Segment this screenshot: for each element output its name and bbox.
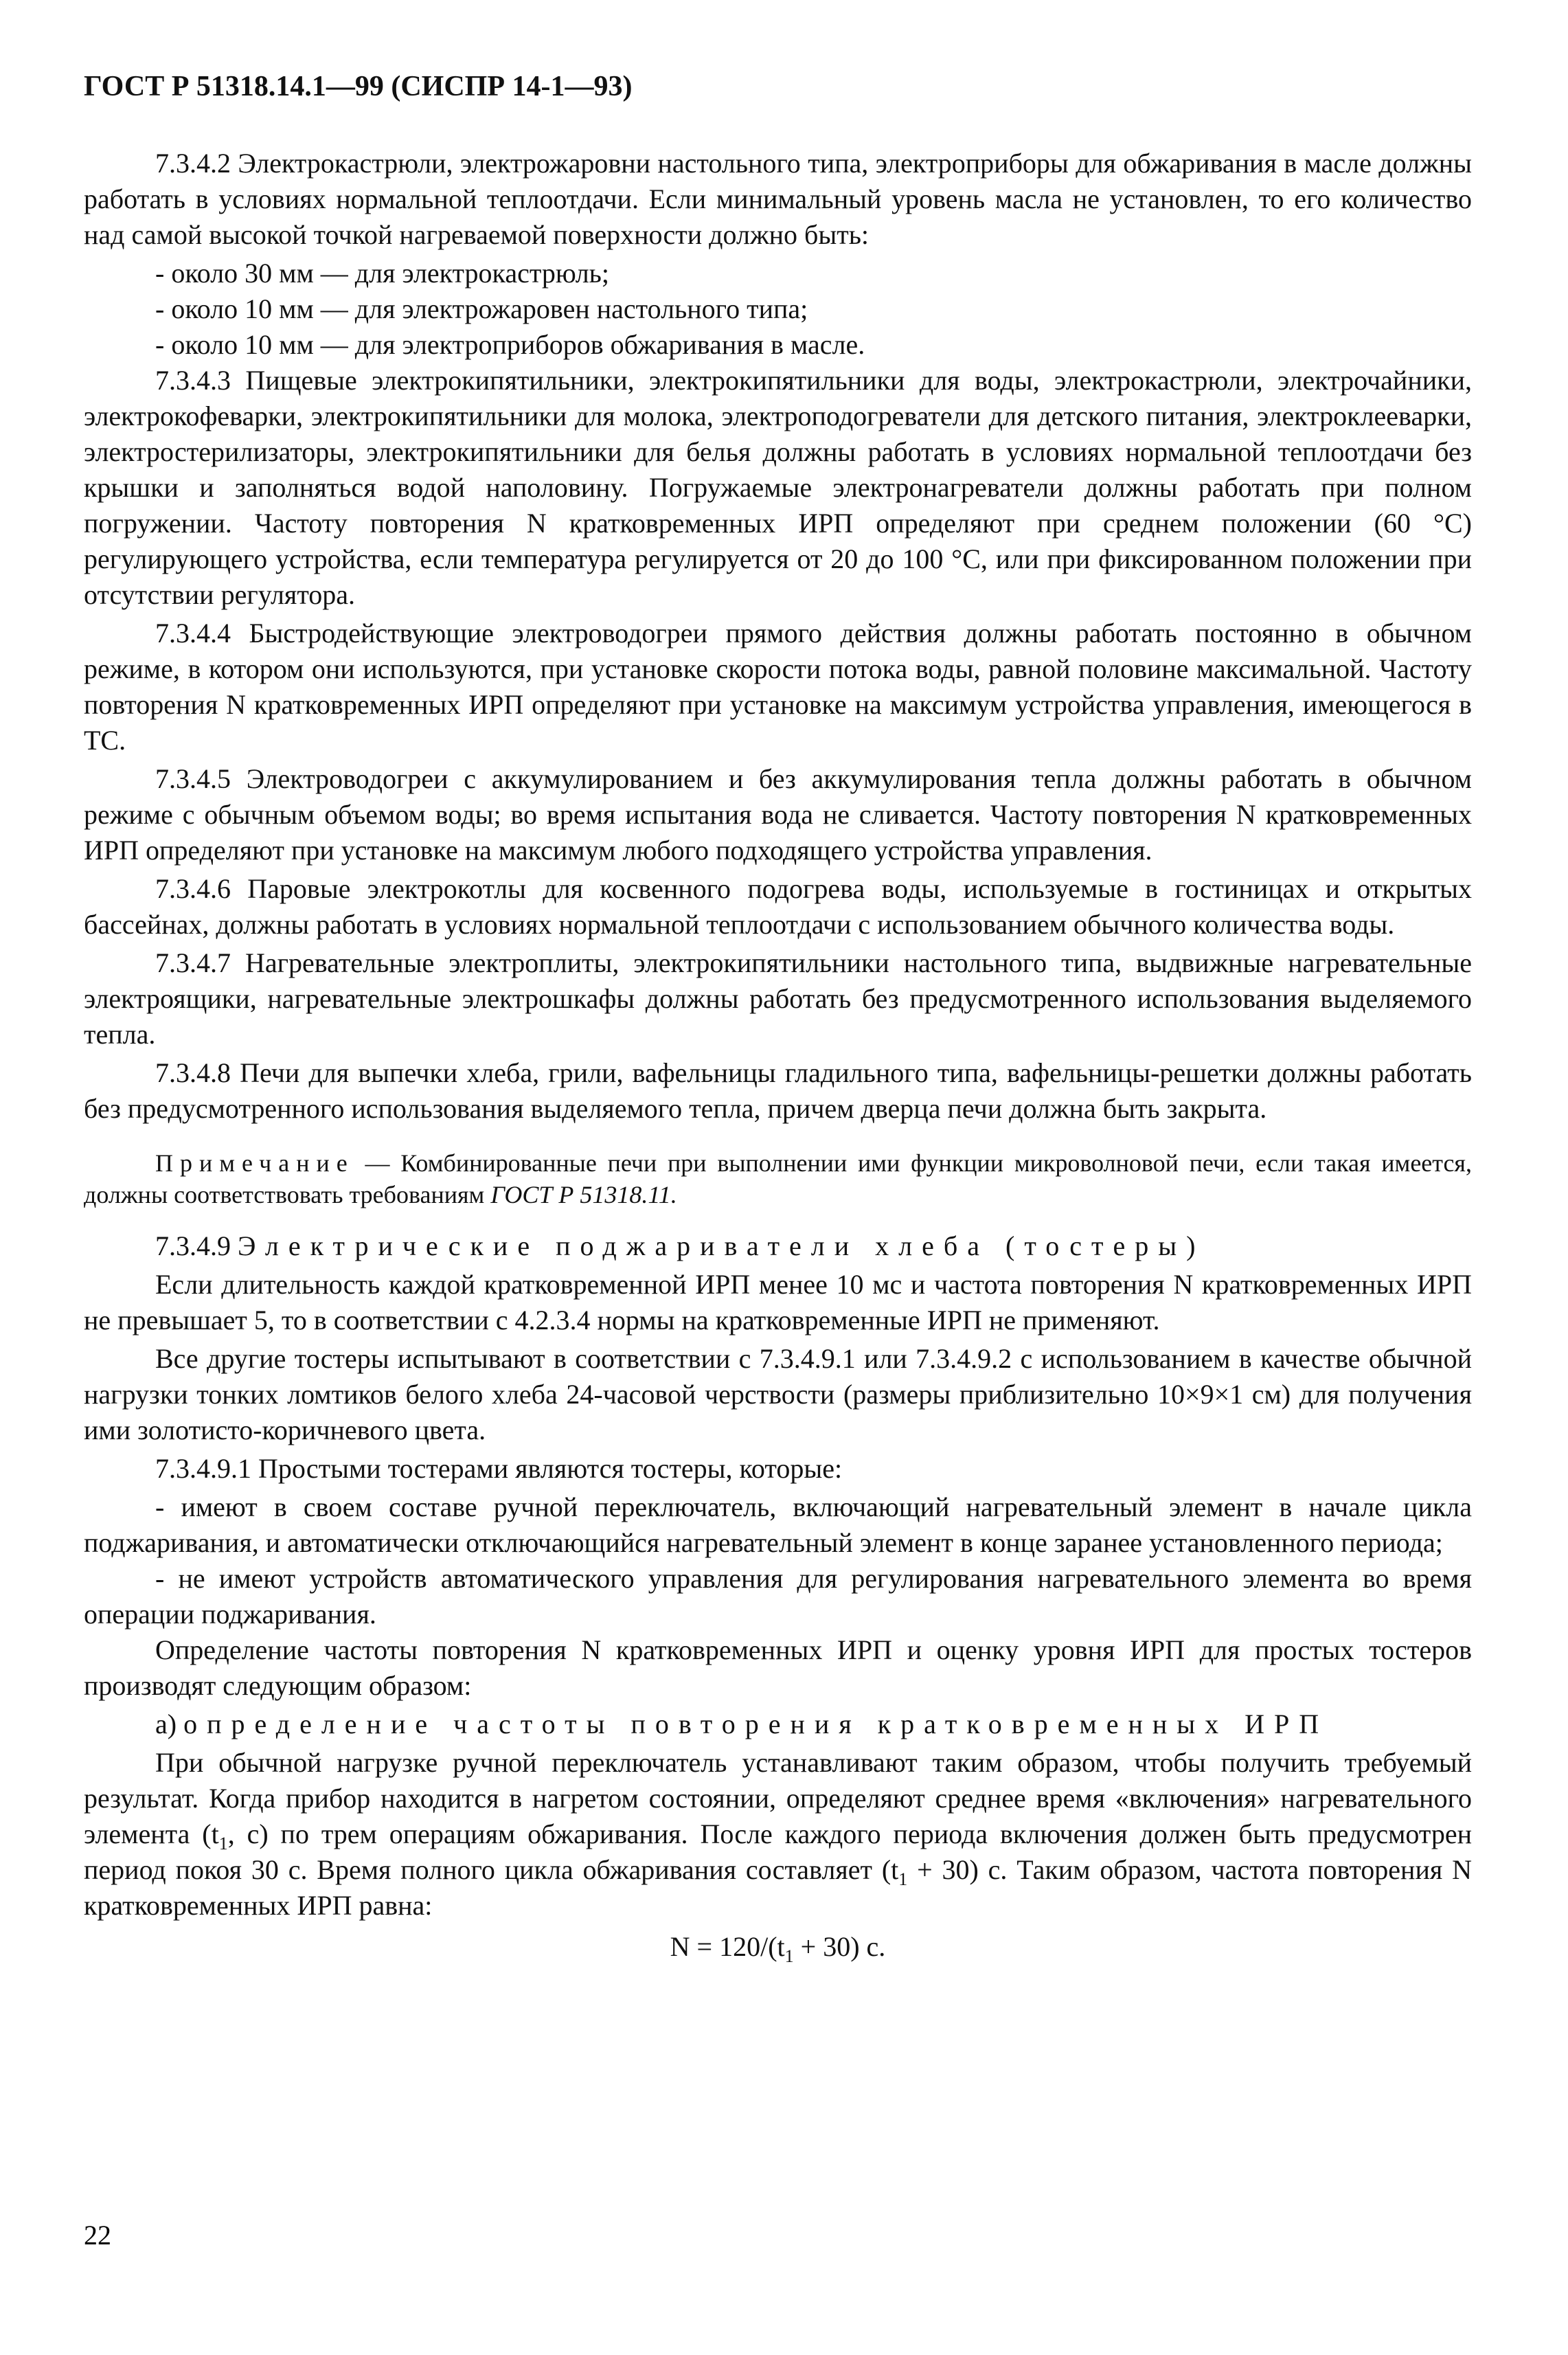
- paragraph-7-3-4-9-b: Все другие тостеры испытывают в соответствии с 7.3.4.9.1 или 7.3.4.9.2 с использованием в качестве обычной нагрузки тонких ломтиков белого хлеба 24-часовой черствости (размеры приблизительно 10×9×1 см) для получения ими золотисто-коричневого цвета.: [84, 1343, 1472, 1445]
- list-item: - около 30 мм — для электрокастрюль;: [155, 258, 610, 289]
- paragraph-definition: Определение частоты повторения N кратковременных ИРП и оценку уровня ИРП для простых тостеров производят следующим образом:: [84, 1634, 1472, 1701]
- paragraph-7-3-4-4: 7.3.4.4 Быстродействующие электроводогреи прямого действия должны работать постоянно в обычном режиме, в котором они используются, при установке скорости потока воды, равной половине максимальной. Частоту повторения N кратковременных ИРП определяют при установке на максимум устройства управления, имеющегося в ТС.: [84, 618, 1472, 756]
- text-run: , с) по трем операциям обжаривания. После каждого периода включения должен быть предусмотрен период покоя 30 с. Время полного цикла обжаривания составляет (t: [84, 1818, 1472, 1885]
- heading-prefix: а): [155, 1709, 184, 1739]
- list-item: - имеют в своем составе ручной переключатель, включающий нагревательный элемент в начале цикла поджаривания, и автоматически отключающийся нагревательный элемент в конце заранее установленного периода;: [84, 1491, 1472, 1558]
- paragraph-7-3-4-6: 7.3.4.6 Паровые электрокотлы для косвенного подогрева воды, используемые в гостиницах и открытых бассейнах, должны работать в условиях нормальной теплоотдачи с использованием обычного количества воды.: [84, 873, 1472, 940]
- paragraph-a: [84, 1745, 1472, 1924]
- note: [84, 1147, 1472, 1210]
- heading-title: определение частоты повторения кратковременных ИРП: [183, 1709, 1329, 1739]
- note-label: Примечание: [155, 1149, 354, 1177]
- subscript: 1: [784, 1946, 794, 1966]
- paragraph-7-3-4-2: 7.3.4.2 Электрокастрюли, электрожаровни настольного типа, электроприборы для обжаривания в масле должны работать в условиях нормальной теплоотдачи. Если минимальный уровень масла не установлен, то его количество над самой высокой точкой нагреваемой поверхности должно быть:: [84, 148, 1472, 250]
- heading-title: Электрические поджариватели хлеба (тостеры): [238, 1230, 1205, 1261]
- formula: [84, 1929, 1472, 1965]
- note-reference: ГОСТ Р 51318.11.: [490, 1181, 677, 1208]
- heading-number: 7.3.4.9: [155, 1230, 238, 1261]
- text-run: + 30) с. Таким образом, частота повторения N кратковременных ИРП равна:: [84, 1854, 1472, 1921]
- note-text: — Комбинированные печи при выполнении ими функции микроволновой печи, если такая имеется, должны соответствовать требованиям: [84, 1149, 1472, 1208]
- paragraph-7-3-4-5: 7.3.4.5 Электроводогреи с аккумулированием и без аккумулирования тепла должны работать в обычном режиме с обычным объемом воды; во время испытания вода не сливается. Частоту повторения N кратковременных ИРП определяют при установке на максимум любого подходящего устройства управления.: [84, 763, 1472, 866]
- text-run: При обычной нагрузке ручной переключатель устанавливают таким образом, чтобы получить требуемый результат. Когда прибор находится в нагретом состоянии, определяют среднее время «включения» нагревательного элемента (t: [84, 1747, 1472, 1849]
- paragraph-7-3-4-3: 7.3.4.3 Пищевые электрокипятильники, электрокипятильники для воды, электрокастрюли, электрочайники, электрокофеварки, электрокипятильники для молока, электроподогреватели для детского питания, электроклееварки, электростерилизаторы, электрокипятильники для белья должны работать в условиях нормальной теплоотдачи без крышки и заполняться водой наполовину. Погружаемые электронагреватели должны работать при полном погружении. Частоту повторения N кратковременных ИРП определяют при среднем положении (60 °С) регулирующего устройства, если температура регулируется от 20 до 100 °С, или при фиксированном положении при отсутствии регулятора.: [84, 365, 1472, 610]
- list-item: - не имеют устройств автоматического управления для регулирования нагревательного элемента во время операции поджаривания.: [84, 1563, 1472, 1630]
- subscript: 1: [218, 1834, 228, 1853]
- paragraph-7-3-4-7: 7.3.4.7 Нагревательные электроплиты, электрокипятильники настольного типа, выдвижные нагревательные электроящики, нагревательные электрошкафы должны работать без предусмотренного использования выделяемого тепла.: [84, 947, 1472, 1050]
- paragraph-7-3-4-9-a: Если длительность каждой кратковременной ИРП менее 10 мс и частота повторения N кратковременных ИРП не превышает 5, то в соответствии с 4.2.3.4 нормы на кратковременные ИРП не применяют.: [84, 1269, 1472, 1336]
- formula-left: N = 120/(t: [670, 1931, 785, 1962]
- formula-right: + 30) с.: [793, 1931, 886, 1962]
- page-number: 22: [84, 2220, 111, 2251]
- list-item: - около 10 мм — для электрожаровен настольного типа;: [155, 293, 808, 324]
- list-item: - около 10 мм — для электроприборов обжаривания в масле.: [155, 329, 865, 360]
- heading-a: [84, 1706, 1472, 1742]
- paragraph-7-3-4-9-1: 7.3.4.9.1 Простыми тостерами являются тостеры, которые:: [155, 1453, 843, 1484]
- paragraph-7-3-4-8: 7.3.4.8 Печи для выпечки хлеба, грили, вафельницы гладильного типа, вафельницы-решетки должны работать без предусмотренного использования выделяемого тепла, причем дверца печи должна быть закрыта.: [84, 1057, 1472, 1124]
- subscript: 1: [898, 1869, 908, 1889]
- heading-7-3-4-9: [84, 1228, 1472, 1264]
- document-header: ГОСТ Р 51318.14.1—99 (СИСПР 14-1—93): [84, 71, 633, 102]
